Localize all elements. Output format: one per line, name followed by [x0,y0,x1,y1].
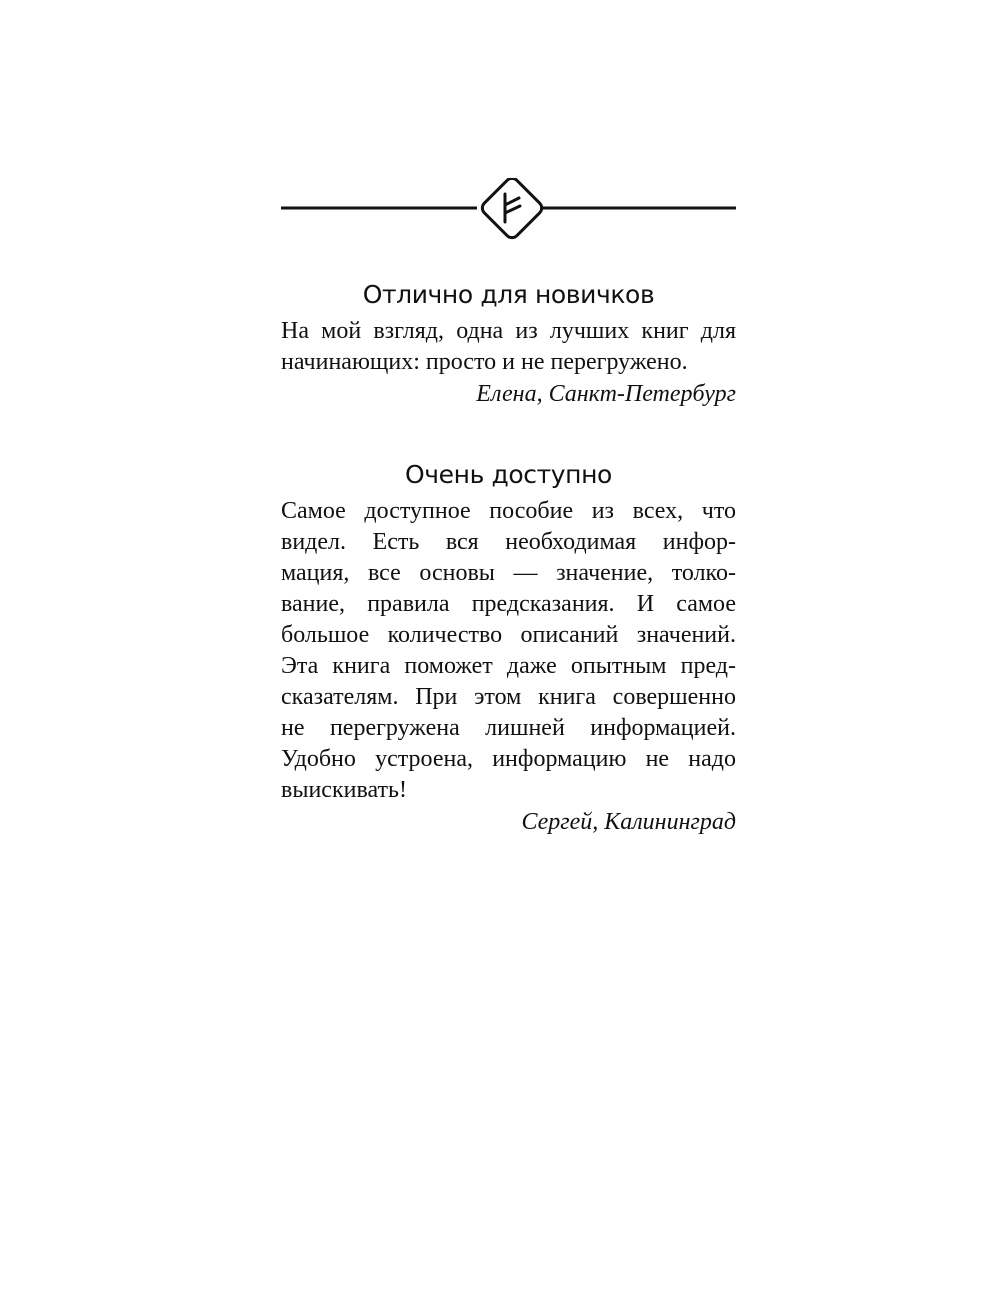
review-text [281,316,736,378]
reviews-section [281,262,736,838]
review-text-line: видел. Есть вся необходимая инфор- [281,529,736,555]
review-text-line: Эта книга поможет даже опытным пред- [281,653,736,679]
review-text-line: выискивать! [281,777,407,803]
review-text-line: мация, все основы — значение, толко- [281,560,736,586]
review-text-line: начинающих: просто и не перегружено. [281,349,688,375]
review-text-line: Самое доступное пособие из всех, что [281,498,736,524]
review-text-line: сказателям. При этом книга совершенно [281,684,736,710]
section-divider-ornament [281,178,736,240]
review-text-line: На мой взгляд, одна из лучших книг для [281,318,736,344]
review-text-line: Удобно устроена, информацию не надо [281,746,736,772]
review-item [281,460,736,838]
review-author: Елена, Санкт-Петербург [476,381,736,407]
review-author: Сергей, Калининград [521,809,736,835]
review-item [281,280,736,410]
review-title: Отлично для новичков [362,280,655,309]
review-text-line: большое количество описаний значений. [281,622,736,648]
review-text-line: не перегружена лишней информацией. [281,715,736,741]
review-text-line: вание, правила предсказания. И самое [281,591,736,617]
review-title: Очень доступно [405,460,612,489]
fehu-rune-icon [281,178,736,240]
review-text [281,496,736,806]
